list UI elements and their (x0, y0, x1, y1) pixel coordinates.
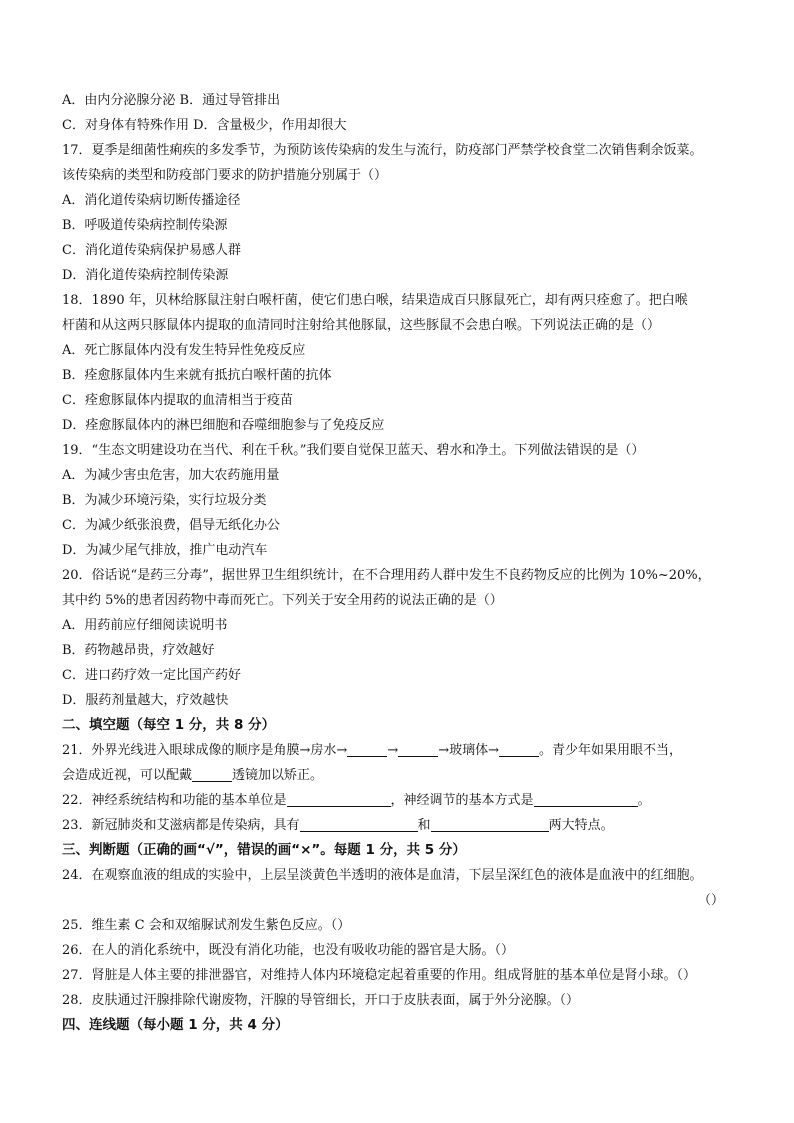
q17-option-b: B．呼吸道传染病控制传染源 (62, 218, 228, 233)
q23-text-b: 和 (417, 818, 431, 833)
section-2-title: 二、填空题（每空 1 分，共 8 分） (62, 717, 276, 733)
exam-page (62, 88, 742, 1038)
q21-text-d: 会造成近视，可以配戴 (62, 768, 193, 783)
section-4-title: 四、连线题（每小题 1 分，共 4 分） (62, 1017, 289, 1033)
q21-line1 (62, 738, 742, 763)
q17-stem-line1: 17．夏季是细菌性痢疾的多发季节，为预防该传染病的发生与流行，防疫部门严禁学校食堂二次销售剩余饭菜。 (62, 143, 703, 158)
q22-blank-1[interactable] (287, 791, 391, 807)
q20-option-a: A．用药前应仔细阅读说明书 (62, 618, 228, 633)
q22-line (62, 788, 742, 813)
q19-stem: 19．“生态文明建设功在当代、利在千秋。”我们要自觉保卫蓝天、碧水和净土。下列做法错误的是（） (62, 443, 645, 458)
q20-stem-line2: 其中约 5%的患者因药物中毒而死亡。下列关于安全用药的说法正确的是（） (62, 593, 503, 608)
q17-option-d: D．消化道传染病控制传染源 (62, 268, 229, 283)
q20-option-d: D．服药剂量越大，疗效越快 (62, 693, 229, 708)
q17-stem-line2: 该传染病的类型和防疫部门要求的防护措施分别属于（） (62, 168, 388, 183)
q20-option-c: C．进口药疗效一定比国产药好 (62, 668, 241, 683)
q21-blank-2[interactable] (398, 741, 438, 757)
q22-text-a: 22．神经系统结构和功能的基本单位是 (62, 793, 287, 808)
q21-text-e: 透镜加以矫正。 (232, 768, 324, 783)
q19-option-d: D．为减少尾气排放，推广电动汽车 (62, 543, 268, 558)
q21-blank-1[interactable] (347, 741, 387, 757)
q21-blank-4[interactable] (192, 766, 232, 782)
q21-text-b: →玻璃体→ (438, 743, 500, 758)
q23-text-a: 23．新冠肺炎和艾滋病都是传染病，具有 (62, 818, 300, 833)
q17-option-c: C．消化道传染病保护易感人群 (62, 243, 241, 258)
q18-option-b: B．痊愈豚鼠体内生来就有抵抗白喉杆菌的抗体 (62, 368, 332, 383)
q19-option-a: A．为减少害虫危害，加大农药施用量 (62, 468, 280, 483)
q21-text-a: 21．外界光线进入眼球成像的顺序是角膜→房水→ (62, 743, 348, 758)
q21-line2 (62, 763, 742, 788)
q23-blank-1[interactable] (300, 816, 418, 832)
q26-stem: 26．在人的消化系统中，既没有消化功能，也没有吸收功能的器官是大肠。（） (62, 943, 515, 958)
q16-options-cd: C．对身体有特殊作用 D．含量极少，作用却很大 (62, 118, 347, 133)
section-3-title: 三、判断题（正确的画“√”，错误的画“×”。每题 1 分，共 5 分） (62, 842, 466, 858)
q25-stem: 25．维生素 C 会和双缩脲试剂发生紫色反应。（） (62, 918, 351, 933)
q17-option-a: A．消化道传染病切断传播途径 (62, 193, 241, 208)
q28-stem: 28．皮肤通过汗腺排除代谢废物，汗腺的导管细长，开口于皮肤表面，属于外分泌腺。（） (62, 993, 580, 1008)
q22-blank-2[interactable] (534, 791, 638, 807)
q21-arrow: → (387, 743, 399, 758)
q24-stem: 24．在观察血液的组成的实验中，上层呈淡黄色半透明的液体是血清，下层呈深红色的液体是血液中的红细胞。 (62, 868, 703, 883)
q19-option-c: C．为减少纸张浪费，倡导无纸化办公 (62, 518, 280, 533)
q22-text-b: ，神经调节的基本方式是 (390, 793, 534, 808)
q21-blank-3[interactable] (499, 741, 539, 757)
q18-option-d: D．痊愈豚鼠体内的淋巴细胞和吞噬细胞参与了免疫反应 (62, 418, 385, 433)
q18-option-c: C．痊愈豚鼠体内提取的血清相当于疫苗 (62, 393, 293, 408)
q20-option-b: B．药物越昂贵，疗效越好 (62, 643, 215, 658)
q20-stem-line1: 20．俗话说“是药三分毒”，据世界卫生组织统计，在不合理用药人群中发生不良药物反应的比例为 10%~20%， (62, 568, 711, 583)
q16-options-ab: A．由内分泌腺分泌 B．通过导管排出 (62, 93, 281, 108)
q23-text-c: 两大特点。 (548, 818, 614, 833)
q18-stem-line1: 18．1890 年，贝林给豚鼠注射白喉杆菌，使它们患白喉，结果造成百只豚鼠死亡，却有两只痊愈了。把白喉 (62, 293, 688, 308)
q24-answer-paren[interactable]: （） (697, 893, 724, 908)
q19-option-b: B．为减少环境污染，实行垃圾分类 (62, 493, 267, 508)
q23-blank-2[interactable] (431, 816, 549, 832)
q18-option-a: A．死亡豚鼠体内没有发生特异性免疫反应 (62, 343, 306, 358)
q22-text-c: 。 (637, 793, 651, 808)
q21-text-c: 。青少年如果用眼不当， (539, 743, 683, 758)
q23-line (62, 813, 742, 838)
q18-stem-line2: 杆菌和从这两只豚鼠体内提取的血清同时注射给其他豚鼠，这些豚鼠不会患白喉。下列说法正确的是（） (62, 318, 661, 333)
q27-stem: 27．肾脏是人体主要的排泄器官，对维持人体内环境稳定起着重要的作用。组成肾脏的基本单位是肾小球。（） (62, 968, 697, 983)
